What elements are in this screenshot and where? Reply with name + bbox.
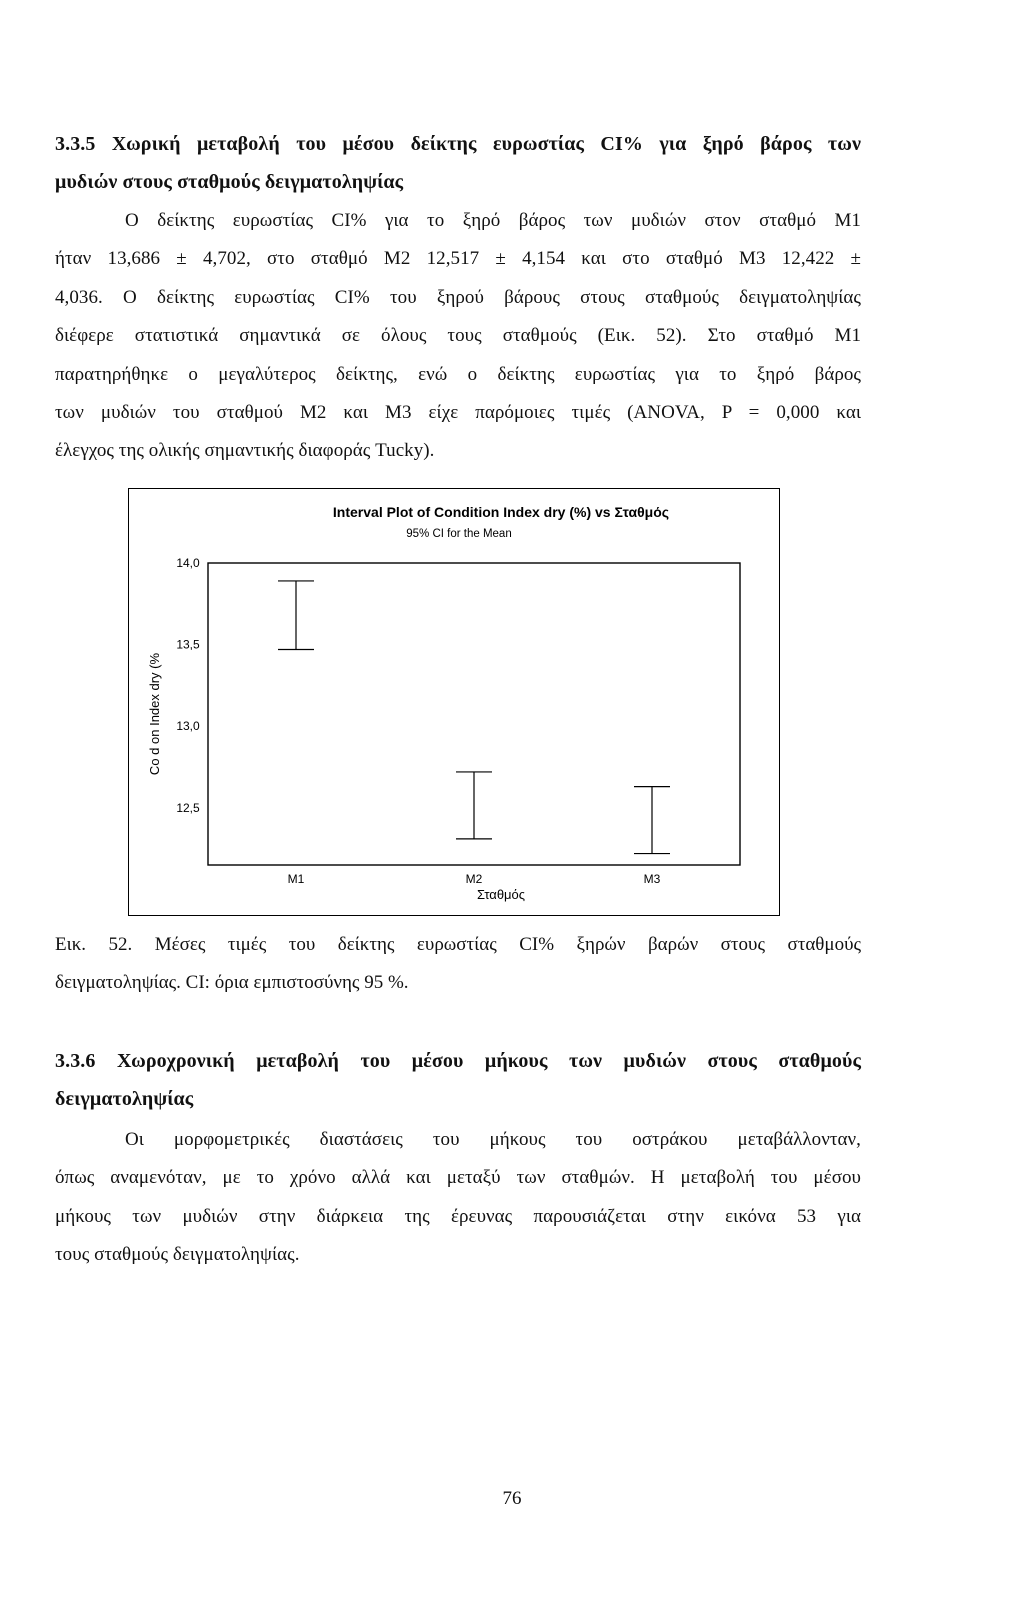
y-tick-labels: [176, 556, 200, 815]
y-tick-label: 14,0: [176, 556, 200, 570]
x-tick-label: M2: [465, 872, 483, 886]
chart-title: Interval Plot of Condition Index dry (%) vs Σταθμός: [332, 504, 670, 520]
y-tick-label: 13,0: [176, 719, 200, 734]
paragraph-line: μήκους των μυδιών στην διάρκεια της έρευνας παρουσιάζεται στην εικόνα 53 για: [55, 1205, 861, 1227]
interval-plot: [129, 489, 781, 917]
paragraph-line: διέφερε στατιστικά σημαντικά σε όλους τους σταθμούς (Εικ. 52). Στο σταθμό Μ1: [55, 325, 861, 347]
section-paragraph-3-3-5: [55, 202, 861, 471]
confidence-intervals: [278, 581, 670, 854]
paragraph-line: έλεγχος της ολικής σημαντικής διαφοράς Tucky).: [55, 440, 435, 462]
section-paragraph-3-3-6: [55, 1121, 861, 1275]
y-axis-label: Co d on Index dry (%: [147, 652, 162, 776]
heading-line: δειγματοληψίας: [55, 1088, 194, 1110]
x-tick-labels: [288, 872, 661, 886]
caption-line: δειγματοληψίας. CI: όρια εμπιστοσύνης 95 %.: [55, 972, 409, 994]
figure-52-frame: [128, 488, 780, 916]
heading-line: 3.3.6 Χωροχρονική μεταβολή του μέσου μήκους των μυδιών στους σταθμούς: [55, 1050, 861, 1072]
interval-m3: [634, 787, 670, 854]
paragraph-line: των μυδιών του σταθμού Μ2 και Μ3 είχε παρόμοιες τιμές (ANOVA, P = 0,000 και: [55, 402, 861, 424]
interval-m2: [456, 772, 492, 839]
paragraph-line: Ο δείκτης ευρωστίας CI% για το ξηρό βάρος των μυδιών στον σταθμό Μ1: [125, 210, 861, 231]
section-heading-3-3-6: [55, 1042, 861, 1118]
page-number: 76: [502, 1488, 522, 1509]
figure-52-caption: [55, 926, 861, 1003]
chart-subtitle: 95% CI for the Mean: [406, 528, 512, 540]
interval-m1: [278, 581, 314, 650]
paragraph-line: Οι μορφομετρικές διαστάσεις του μήκους του οστράκου μεταβάλλονταν,: [125, 1129, 861, 1150]
paragraph-line: παρατηρήθηκε ο μεγαλύτερος δείκτης, ενώ ο δείκτης ευρωστίας για το ξηρό βάρος: [55, 363, 861, 385]
section-heading-3-3-5: [55, 125, 861, 201]
paragraph-line: όπως αναμενόταν, με το χρόνο αλλά και μεταξύ των σταθμών. Η μεταβολή του μέσου: [55, 1167, 861, 1189]
paragraph-line: 4,036. Ο δείκτης ευρωστίας CI% του ξηρού βάρους στους σταθμούς δειγματοληψίας: [55, 286, 861, 308]
y-tick-label: 12,5: [176, 800, 200, 815]
x-axis-label: Σταθμός: [476, 887, 526, 902]
heading-line: μυδιών στους σταθμούς δειγματοληψίας: [55, 171, 404, 193]
paragraph-line: ήταν 13,686 ± 4,702, στο σταθμό Μ2 12,517 ± 4,154 και στο σταθμό Μ3 12,422 ±: [55, 248, 861, 270]
x-tick-label: M3: [643, 872, 661, 886]
paragraph-line: τους σταθμούς δειγματοληψίας.: [55, 1244, 300, 1266]
heading-line: 3.3.5 Χωρική μεταβολή του μέσου δείκτης ευρωστίας CI% για ξηρό βάρος των: [55, 133, 861, 155]
caption-line: Εικ. 52. Μέσες τιμές του δείκτης ευρωστίας CI% ξηρών βαρών στους σταθμούς: [55, 934, 861, 955]
y-tick-label: 13,5: [176, 637, 200, 652]
x-tick-label: M1: [287, 872, 305, 886]
